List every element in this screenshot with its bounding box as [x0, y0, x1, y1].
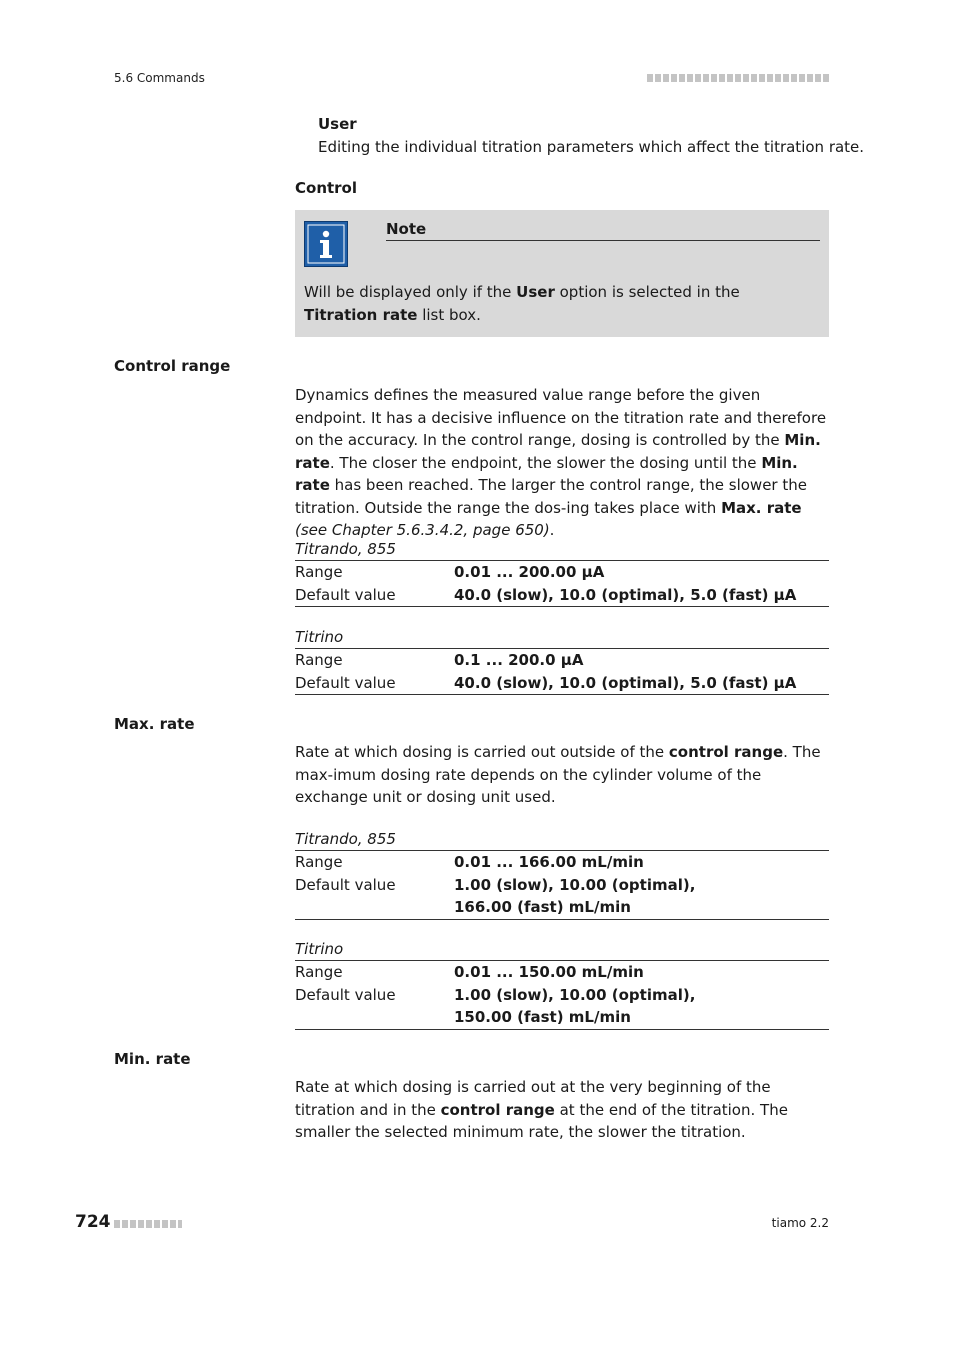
table-caption: Titrino [295, 938, 829, 961]
table-row: Default value 40.0 (slow), 10.0 (optimal), 5.0 (fast) µA [295, 672, 829, 696]
max-rate-title: Max. rate [114, 715, 195, 733]
table-caption: Titrando, 855 [295, 828, 829, 851]
note-text: Will be displayed only if the User option is selected in the Titration rate list box. [304, 283, 740, 324]
control-range-table-titrando [295, 538, 829, 607]
note-title: Note [386, 220, 820, 241]
user-text: Editing the individual titration parameters which affect the titration rate. [318, 138, 865, 156]
table-row: Range 0.01 ... 200.00 µA [295, 563, 605, 581]
control-range-table-titrino [295, 626, 829, 695]
chapter-reference: (see Chapter 5.6.3.4.2, page 650) [295, 521, 550, 539]
control-title: Control [295, 179, 358, 197]
control-range-description: Dynamics defines the measured value range before the given endpoint. It has a decisive influence on the titration rate and therefore on the accuracy. In the control range, dosing is controlled by the Min. rate. The closer the endpoint, the slower the dosing until the Min. rate has been reached. The larger the control range, the slower the titration. Outside the range the dos-ing takes place with Max. rate (see Chapter 5.6.3.4.2, page 650). [295, 386, 827, 539]
table-row: Default value 40.0 (slow), 10.0 (optimal), 5.0 (fast) µA [295, 584, 829, 608]
max-rate-table-titrino [295, 938, 829, 1030]
control-range-title: Control range [114, 357, 231, 375]
table-row: Range 0.1 ... 200.0 µA [295, 651, 584, 669]
info-icon [304, 221, 348, 267]
min-rate-title: Min. rate [114, 1050, 191, 1068]
table-row: Default value 1.00 (slow), 10.00 (optimal), 166.00 (fast) mL/min [295, 874, 829, 920]
max-rate-table-titrando [295, 828, 829, 920]
table-row: Range 0.01 ... 150.00 mL/min [295, 963, 644, 981]
user-title: User [318, 115, 357, 133]
table-row: Range 0.01 ... 166.00 mL/min [295, 853, 644, 871]
header-decoration [647, 74, 829, 82]
table-caption: Titrino [295, 626, 829, 649]
note-box [295, 210, 829, 337]
page-number: 724 [75, 1212, 111, 1232]
table-caption: Titrando, 855 [295, 538, 829, 561]
table-row: Default value 1.00 (slow), 10.00 (optimal), 150.00 (fast) mL/min [295, 984, 829, 1030]
footer-decoration [114, 1220, 182, 1228]
running-header-section: 5.6 Commands [114, 71, 205, 85]
product-name: tiamo 2.2 [771, 1216, 829, 1230]
max-rate-description: Rate at which dosing is carried out outside of the control range. The max-imum dosing rate depends on the cylinder volume of the exchange unit or dosing unit used. [295, 743, 821, 806]
min-rate-description: Rate at which dosing is carried out at the very beginning of the titration and in the control range at the end of the titration. The smaller the selected minimum rate, the slower the titration. [295, 1078, 788, 1141]
